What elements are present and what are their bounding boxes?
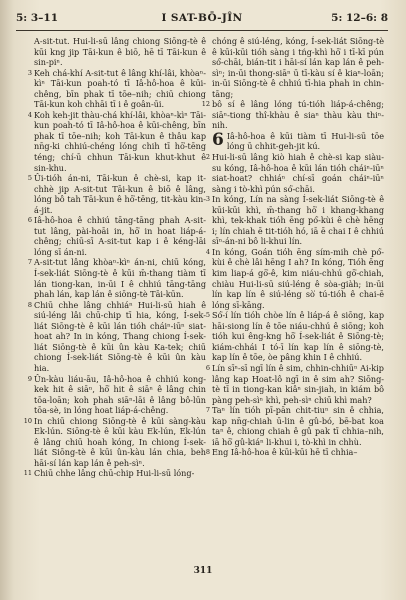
- verse-paragraph: [27, 173, 206, 215]
- verse-paragraph: [201, 99, 384, 131]
- verse-number: 4: [27, 110, 32, 119]
- verse-paragraph: [27, 257, 206, 300]
- verse-text: Ûi-tióh án-ni, Tāi-kun ê chè-si, kap it-chhè jip A-sit-tut Tāi-kun ê biō ê lâng, lóng bô tah Tāi-kun ê hō͘-tēng, tit-kàu kin-á-jit.: [34, 173, 206, 215]
- verse-paragraph: [23, 468, 206, 479]
- verse-number: 8: [27, 300, 32, 309]
- verse-number: 5: [27, 174, 32, 183]
- chapter-number: 6: [212, 129, 224, 150]
- verse-number: 9: [27, 374, 32, 383]
- header-rule: [16, 30, 388, 31]
- verse-text: Chiū chhe lâng chhiá‍ⁿ Hui-li-sū hiah ê siú-léng lâi chū-chip tī hia, kóng, Í-sek-liát Siōng-tè ê kūi lán tióh chái‍ⁿ-iū‍ⁿ siat-hoat ah? In in kóng, Thang chiong Í-sek-liát Siōng-tè ê kūi ûn kàu Ka-tek; chiū chiong Í-sek-liát Siōng-tè ê kūi ûn kàu hia.: [34, 299, 206, 373]
- verse-number: 3: [27, 68, 32, 77]
- verse-text: A-sit-tut. Hui-li-sū lâng chiong Siōng-tè ê kūi kng jip Tāi-kun ê biō, hē tī Tāi-kun ê sin-pi‍ⁿ.: [34, 36, 206, 68]
- verse-text: chóng ê siú-léng, kóng, Í-sek-liát Siōng-tè ê kūi-kūi tióh sàng i tńg-khì hō͘ i tī-kī pún só͘-chāi, bián-tit i hāi-sí lán kap lán ê peh-sì‍ⁿ; in-ūi thong-siā‍ⁿ ū tī-kàu sí ê kiaⁿ-loān; in-ūi Siōng-tè ê chhiú tī-hia phah in chin-tāng;: [212, 36, 384, 99]
- verse-text: Iâ-hô-hoa ê kūi tiàm tī Hui-li-sū tōe lóng ū chhit-geh-jit kú.: [226, 130, 384, 152]
- verse-paragraph: [205, 447, 384, 458]
- verse-number: 6: [27, 216, 32, 225]
- verse-number: 12: [201, 100, 210, 109]
- verse-paragraph: [212, 131, 384, 152]
- header-book-title: I SAT-BŌ-JÎN: [161, 12, 243, 24]
- verse-text: Chiū chhe lâng chū-chip Hui-li-sū lóng-: [34, 468, 195, 479]
- verse-text: In kóng, Goán tióh ēng sím-mih chè pó͘-kùi ê chè lâi hēng I ah? In kóng, Tióh ēng kim liap-á gō͘-ê, kim niáu-chhú gō͘-chiah, chiàu Hui-li-sū siú-léng ê sòa-giàh; in-ūi lín kap lín ê siú-léng sò͘ tú-tióh ê chai-ē lóng sī-kāng.: [212, 246, 384, 310]
- verse-paragraph: [205, 362, 384, 405]
- verse-number: 7: [205, 406, 210, 415]
- verse-text: Iâ-hô-hoa ê chhiú tāng-tāng phah A-sit-tut lâng, pài-hoāi in, hō͘ in hoat liáp-á-chêng; chiū-sī A-sit-tut kap i ê kéng-lāi lóng sī án-ni.: [34, 215, 206, 257]
- verse-paragraph: [205, 310, 384, 363]
- verse-text: bô sí ê lâng lóng tú-tióh liáp-á-chêng; siā‍ⁿ-tiong thî-khàu ê sia‍ⁿ thàu kàu thi‍ⁿ-nih.: [212, 99, 384, 131]
- verse-paragraph: [34, 36, 206, 68]
- header-left-reference: 5: 3–11: [16, 12, 59, 24]
- verse-text: Koh keh-jit thàu-chá khí-lâi, khòa‍ⁿ-kì‍ⁿ Tāi-kun poah-tó tī Iâ-hô-hoa ê kūi-chêng, bīn phak tī tōe–nih; koh Tāi-kun ê thâu kap nn̄g-ki chhiú-chéng lóng chih tī hō͘-tēng téng; chí-ū chhun Tāi-kun khut-khut ê sin-khu.: [34, 109, 206, 173]
- verse-paragraph: [205, 194, 384, 247]
- verse-text: In kóng, Lín na sàng Í-sek-liát Siōng-tè ê kūi-kūi khì, m̄-thang hō͘ i khang-khang khì, tek-khak tióh ēng pó͘-kùi ê chè hēng i; lín chiah ē tit-tióh hó, iā ē chai I ê chhiú sī‍ⁿ-án-ni bô li-khui lín.: [212, 194, 384, 247]
- verse-text: Keh chá-khí A-sit-tut ê lâng khí-lâi, khòa‍ⁿ-kì‍ⁿ Tāi-kun poah-tó tī Iâ-hô-hoa ê kūi-chêng, bīn phak tī tōe–nih; chiū chiong Tāi-kun koh chhāi tī i ê goân-ūi.: [34, 67, 206, 110]
- verse-text: Ta‍ⁿ lín tióh pī-pān chit-tiuⁿ sin ê chhia, kap nn̄g-chiah ū-lin ê gû-bó, bē-bat koa ta‍ⁿ ê, chiong chiah ê gû pak tī chhia–nih, iā hō͘ gû-kiá‍ⁿ li-khui i, tò-khì in chhù.: [212, 405, 384, 447]
- page-number: 311: [193, 566, 213, 576]
- verse-paragraph: [27, 299, 206, 374]
- verse-text: Só͘-í lín tióh chòe lín ê liáp-á ê siōng, kap hāi-siong lín ê tōe niáu-chhú ê siōng; koh tióh kui êng-kng hō͘ Í-sek-liát ê Siōng-tè; kiám-chhái I tó-ī lín kap lín ê siōng-tè, kap lín ê tōe, òe pâng khin I ê chhiú.: [212, 310, 384, 363]
- verse-paragraph: [205, 152, 384, 194]
- verse-number: 11: [23, 469, 32, 478]
- verse-number: 6: [205, 363, 210, 372]
- verse-text: In chiū chiong Siōng-tè ê kūi sàng-kàu Ek-lún. Siōng-tè ê kūi kàu Ek-lún, Ek-lún ê lâng chiū hoah kóng, In chiong Í-sek-liát Siōng-tè ê kūi ûn-kàu lán chia, beh hāi-sí lán kap lán ê peh-sì‍ⁿ.: [34, 415, 206, 468]
- verse-number: 4: [205, 247, 210, 256]
- verse-text: Ûn-kàu liáu-āu, Iâ-hô-hoa ê chhiú kong-kek hit ê siā‍ⁿ, hō͘ hit ê siā‍ⁿ ê lâng chin tōa-loān; koh phah siā‍ⁿ-lāi ê lâng bô-lūn tōa-sè, in lóng hoat liáp-á-chêng.: [34, 373, 206, 416]
- verse-number: 3: [205, 195, 210, 204]
- verse-text: Hui-li-sū lâng kiò hiah ê chè-si kap siàu-su kóng, Iâ-hô-hoa ê kūi lán tióh chái‍ⁿ-iū‍ⁿ siat-hoat? chhiá‍ⁿ chí-sī goán chái‍ⁿ-iū‍ⁿ sàng i tò-khì pún só͘-chāi.: [212, 152, 384, 194]
- verse-paragraph: [212, 36, 384, 99]
- verse-number: 10: [23, 416, 32, 425]
- header-right-reference: 5: 12–6: 8: [331, 12, 388, 24]
- verse-paragraph: [27, 109, 206, 173]
- verse-number: 2: [205, 153, 210, 162]
- verse-paragraph: [205, 246, 384, 310]
- verse-number: 5: [205, 311, 210, 320]
- verse-number: 8: [205, 448, 210, 457]
- verse-paragraph: [27, 215, 206, 257]
- verse-paragraph: [27, 373, 206, 416]
- verse-paragraph: [23, 415, 206, 469]
- verse-text: Eng Iâ-hô-hoa ê kūi-kūi hē tī chhia–: [212, 447, 358, 458]
- verse-number: 7: [27, 258, 32, 267]
- running-header: [16, 12, 388, 28]
- left-text-column: [23, 36, 206, 479]
- right-text-column: [201, 36, 384, 458]
- verse-paragraph: [27, 67, 206, 110]
- verse-text: A-sit-tut lâng khòa‍ⁿ-kì‍ⁿ án-ni, chiū kóng, Í-sek-liát Siōng-tè ê kūi m̄-thang tiàm tī lán tiong-kan, in-ūi I ê chhiú tāng-tāng phah lán, kap lán ê siōng-tè Tāi-kūn.: [34, 257, 206, 300]
- verse-text: Lín sī‍ⁿ-sī ngī lín ê sim, chhin-chhiū‍ⁿ Ai-kip lâng kap Hoat-lô ngī in ê sim ah? Siōng-tè tī in tiong-kan kiâ‍ⁿ sin-jiah, in kiám bô pàng peh-sì‍ⁿ khì, peh-sì‍ⁿ chiū khì mah?: [212, 362, 384, 405]
- verse-paragraph: [205, 405, 384, 447]
